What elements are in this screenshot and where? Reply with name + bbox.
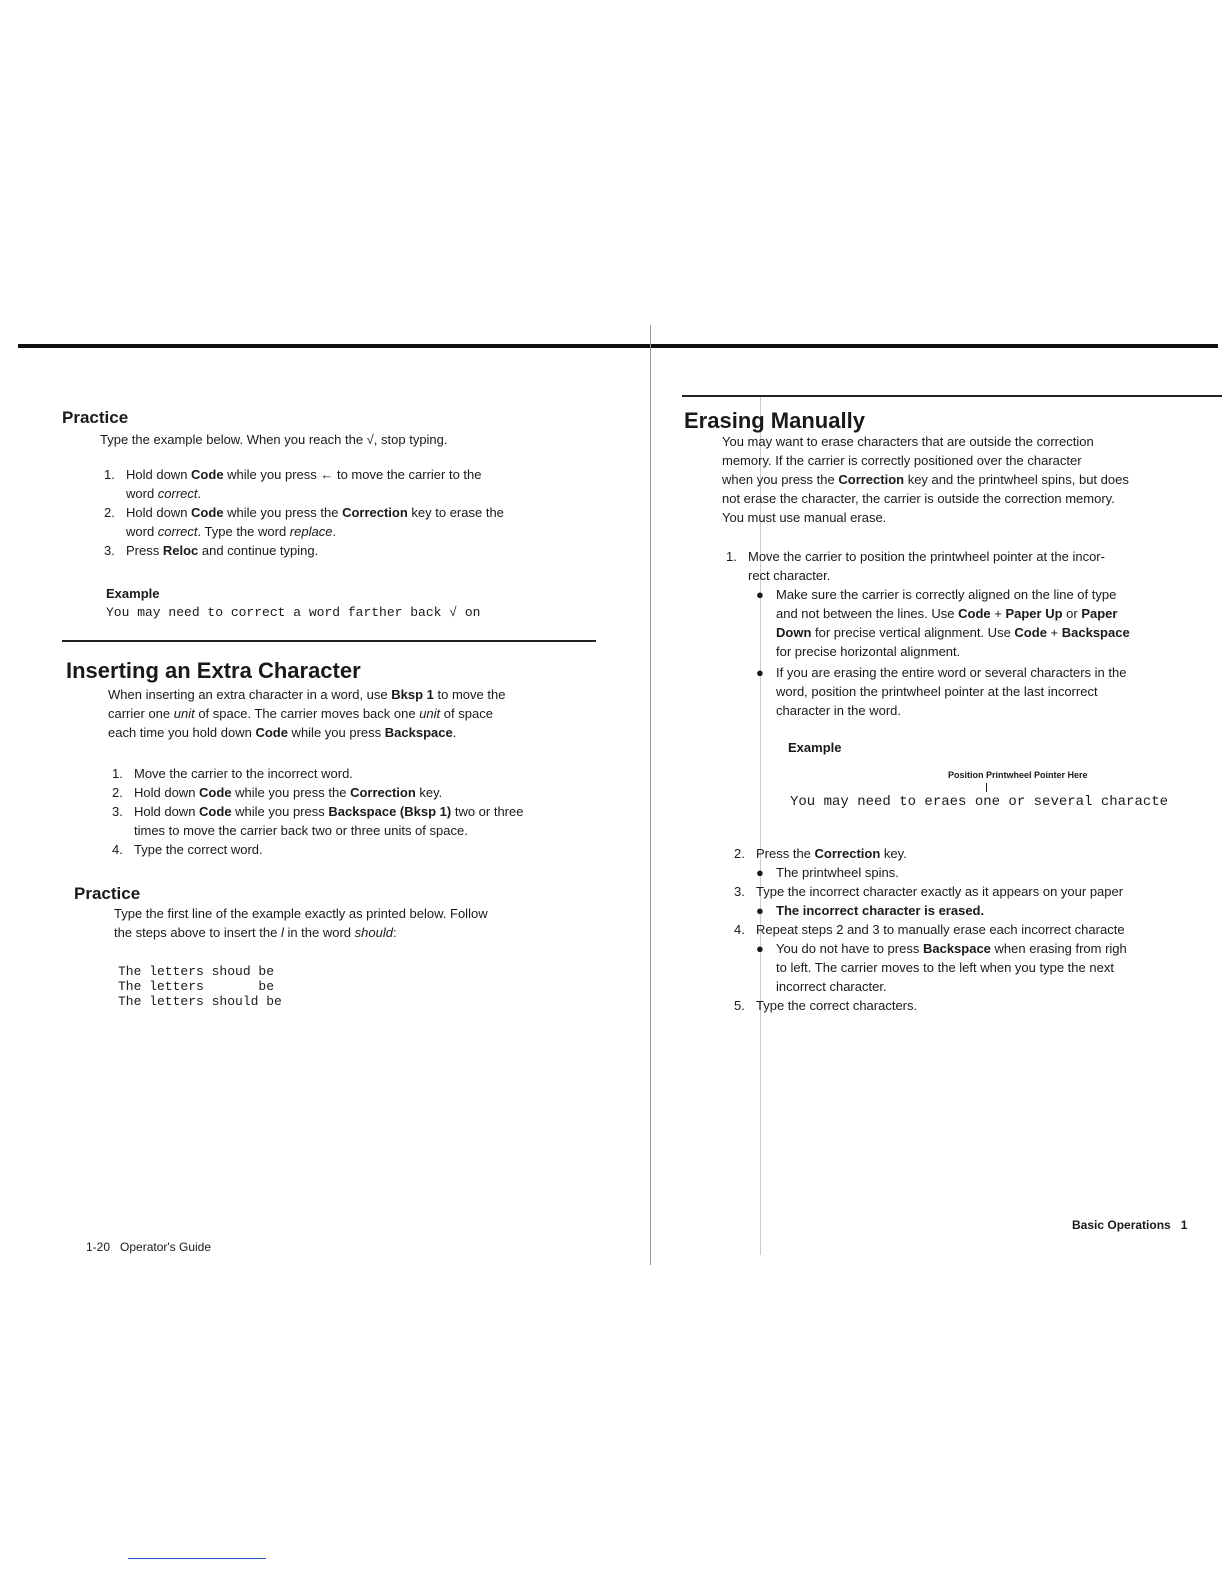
right-example-label: Example [788,740,842,755]
practice-heading: Practice [62,408,129,427]
erasing-step-5: 5. Type the correct characters. [734,998,918,1013]
erasing-step-1-bullet-1: ● Make sure the carrier is correctly aligned on the line of type and not between the lines. Use Code + Paper Up or Paper Down for precise vertical alignment. Use Code + Backspace for precise horizontal alignment. [756,587,1130,659]
erasing-step-3: 3. Type the incorrect character exactly as it appears on your paper ● The incorrect character is erased. [734,884,1124,918]
inserting-heading: Inserting an Extra Character [66,658,361,683]
page-fold-line [650,325,651,1265]
section-rule [62,640,596,642]
erasing-step-1: 1. Move the carrier to position the printwheel pointer at the incor- rect character. [726,549,1105,583]
code-line: The letters shoud be [118,964,275,979]
top-border-rule [18,344,1218,348]
example-text: You may need to correct a word farther back √ on [106,605,481,620]
practice2-intro: Type the first line of the example exactly as printed below. Follow the steps above to insert the l in the word should: [114,906,488,940]
left-footer: 1-20 Operator's Guide [86,1240,212,1254]
erasing-step-4: 4. Repeat steps 2 and 3 to manually erase each incorrect characte ● You do not have to press Backspace when erasing from righ to left. The carrier moves to the left when you type the next incorrect character. [734,922,1127,994]
right-section-rule [682,395,1222,397]
pointer-marker [986,783,987,792]
inserting-step-1: 1. Move the carrier to the incorrect word. [112,766,353,781]
bottom-link-line [128,1558,266,1559]
inserting-steps [112,764,602,859]
right-example-text: You may need to eraes one or several characte [790,794,1169,810]
practice-step-2: 2. Hold down Code while you press the Correction key to erase the word correct. Type the word replace. [104,505,504,539]
erasing-steps-2-5 [734,844,1222,1015]
erasing-heading: Erasing Manually [684,408,865,433]
code-line: The letters be [118,979,275,994]
erasing-step-1-bullet-2: ● If you are erasing the entire word or several characters in the word, position the printwheel pointer at the last incorrect character in the word. [756,665,1127,718]
practice-intro: Type the example below. When you reach the √, stop typing. [100,432,448,447]
erasing-paragraph: You may want to erase characters that are outside the correction memory. If the carrier is correctly positioned over the character when you press the Correction key and the printwheel spins, but does not erase the character, the carrier is outside the correction memory. You must use manual erase. [722,434,1129,525]
inserting-step-3: 3. Hold down Code while you press Backspace (Bksp 1) two or three times to move the carrier back two or three units of space. [112,804,524,838]
erasing-step-2: 2. Press the Correction key. ● The printwheel spins. [734,846,907,880]
inserting-paragraph: When inserting an extra character in a word, use Bksp 1 to move the carrier one unit of space. The carrier moves back one unit of space each time you hold down Code while you press Backspace. [108,687,506,740]
practice-step-1: 1. Hold down Code while you press ← to move the carrier to the word correct. [104,467,482,501]
pointer-label: Position Printwheel Pointer Here [948,770,1088,780]
code-line: The letters should be [118,994,282,1009]
right-footer: Basic Operations 1 [1072,1218,1188,1232]
practice-step-3: 3. Press Reloc and continue typing. [104,543,319,558]
inserting-step-4: 4. Type the correct word. [112,842,263,857]
practice2-code [118,964,282,1009]
example-label: Example [106,586,160,601]
practice2-heading: Practice [74,884,141,903]
inserting-step-2: 2. Hold down Code while you press the Correction key. [112,785,443,800]
